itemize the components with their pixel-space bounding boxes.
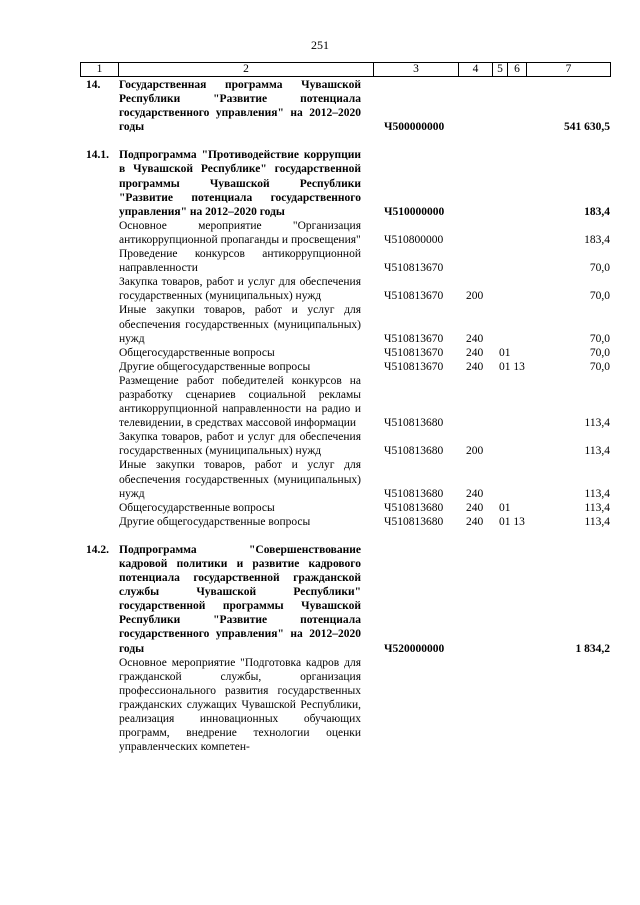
row-code: Ч510813670 bbox=[384, 332, 444, 345]
row-code: Ч520000000 bbox=[384, 642, 445, 655]
row-sum: 113,4 bbox=[584, 515, 610, 528]
row-number: 14. bbox=[86, 79, 101, 91]
row-name: Подпрограмма "Противодействие коррупции в Чувашской Республике" государственной программы Чувашской Республики "Развитие потенциала государственного управления" на 2012–2020 годы bbox=[119, 149, 361, 218]
column-header-7: 7 bbox=[565, 63, 572, 75]
table-row bbox=[80, 148, 610, 218]
row-name: Подпрограмма "Совершенствование кадровой политики и развитие кадрового потенциала государственной гражданской службы Чувашской Республики" государственной программы Чувашской Республики "Развитие потенциала государственного управления" на 2012–2020 годы bbox=[119, 543, 361, 655]
row-name: Иные закупки товаров, работ и услуг для обеспечения государственных (муниципальных) нужд bbox=[119, 459, 361, 500]
table-body bbox=[80, 78, 610, 754]
table-row bbox=[80, 78, 610, 134]
row-name: Закупка товаров, работ и услуг для обеспечения государственных (муниципальных) нужд bbox=[119, 431, 361, 458]
row-code: Ч510813680 bbox=[384, 417, 444, 430]
row-name: Размещение работ победителей конкурсов на разработку сценариев социальной рекламы антикоррупционной направленности на радио и телевидении, в средствах массовой информации bbox=[119, 374, 361, 430]
column-header-2: 2 bbox=[119, 63, 374, 76]
row-sum: 70,0 bbox=[589, 290, 610, 303]
table-row bbox=[80, 458, 610, 500]
row-number: 14.1. bbox=[86, 149, 109, 162]
row-name: Другие общегосударственные вопросы bbox=[119, 515, 311, 528]
row-expense-type: 200 bbox=[466, 445, 484, 458]
row-name: Общегосударственные вопросы bbox=[119, 346, 275, 359]
row-section: 01 bbox=[499, 501, 511, 514]
row-code: Ч510813680 bbox=[384, 487, 444, 500]
column-header-6: 6 bbox=[508, 63, 527, 76]
row-section: 01 13 bbox=[499, 515, 525, 528]
row-section: 01 bbox=[499, 346, 511, 359]
row-sum: 70,0 bbox=[589, 262, 610, 275]
table-row bbox=[80, 515, 610, 529]
table-row bbox=[80, 656, 610, 755]
row-expense-type: 240 bbox=[466, 332, 484, 345]
row-code: Ч510000000 bbox=[384, 205, 445, 218]
row-name: Закупка товаров, работ и услуг для обеспечения государственных (муниципальных) нужд bbox=[119, 276, 361, 303]
page-number: 251 bbox=[311, 38, 329, 52]
row-code: Ч510813680 bbox=[384, 501, 444, 514]
row-code: Ч510813680 bbox=[384, 445, 444, 458]
row-sum: 70,0 bbox=[589, 360, 610, 373]
row-code: Ч510813670 bbox=[384, 262, 444, 275]
table-row bbox=[80, 275, 610, 303]
row-section: 01 13 bbox=[499, 360, 525, 373]
row-number: 14.2. bbox=[86, 543, 109, 556]
row-name: Основное мероприятие "Организация антикоррупционной пропаганды и просвещения" bbox=[119, 219, 361, 246]
table-row bbox=[80, 430, 610, 458]
row-sum: 541 630,5 bbox=[564, 121, 610, 134]
row-code: Ч510813670 bbox=[384, 346, 444, 359]
row-code: Ч500000000 bbox=[384, 121, 445, 134]
table-row bbox=[80, 360, 610, 374]
row-name: Другие общегосударственные вопросы bbox=[119, 360, 311, 373]
row-code: Ч510800000 bbox=[384, 233, 444, 246]
row-name: Проведение конкурсов антикоррупционной направленности bbox=[119, 248, 361, 275]
table-row bbox=[80, 543, 610, 656]
row-name: Государственная программа Чувашской Республики "Развитие потенциала государственного управления" на 2012–2020 годы bbox=[119, 79, 361, 134]
table-row bbox=[80, 219, 610, 247]
row-name: Иные закупки товаров, работ и услуг для обеспечения государственных (муниципальных) нужд bbox=[119, 304, 361, 345]
table-row bbox=[80, 346, 610, 360]
table-row bbox=[80, 374, 610, 430]
row-sum: 1 834,2 bbox=[575, 642, 610, 655]
table-row bbox=[80, 501, 610, 515]
row-sum: 113,4 bbox=[584, 487, 610, 500]
row-sum: 70,0 bbox=[589, 332, 610, 345]
row-sum: 113,4 bbox=[584, 501, 610, 514]
column-header-5: 5 bbox=[493, 63, 508, 76]
row-expense-type: 240 bbox=[466, 346, 484, 359]
table-row bbox=[80, 247, 610, 275]
table-header bbox=[80, 62, 611, 77]
row-code: Ч510813680 bbox=[384, 515, 444, 528]
row-code: Ч510813670 bbox=[384, 290, 444, 303]
row-sum: 113,4 bbox=[584, 417, 610, 430]
row-sum: 183,4 bbox=[584, 205, 610, 218]
column-header-3: 3 bbox=[374, 63, 459, 76]
row-expense-type: 240 bbox=[466, 515, 484, 528]
row-code: Ч510813670 bbox=[384, 360, 444, 373]
row-expense-type: 240 bbox=[466, 501, 484, 514]
column-header-4: 4 bbox=[459, 63, 493, 76]
row-sum: 113,4 bbox=[584, 445, 610, 458]
row-spacer bbox=[80, 134, 610, 148]
row-sum: 70,0 bbox=[589, 346, 610, 359]
column-header-1: 1 bbox=[81, 63, 119, 76]
row-expense-type: 240 bbox=[466, 487, 484, 500]
row-name: Общегосударственные вопросы bbox=[119, 501, 275, 514]
row-expense-type: 240 bbox=[466, 360, 484, 373]
table-row bbox=[80, 303, 610, 345]
row-expense-type: 200 bbox=[466, 290, 484, 303]
row-sum: 183,4 bbox=[584, 233, 610, 246]
row-name: Основное мероприятие "Подготовка кадров для гражданской службы, организация профессионального развития государственных гражданских служащих Чувашской Республики, реализация инновационных обучающих программ, внедрение технологии оценки управленческих компетен- bbox=[119, 656, 361, 754]
row-spacer bbox=[80, 529, 610, 543]
